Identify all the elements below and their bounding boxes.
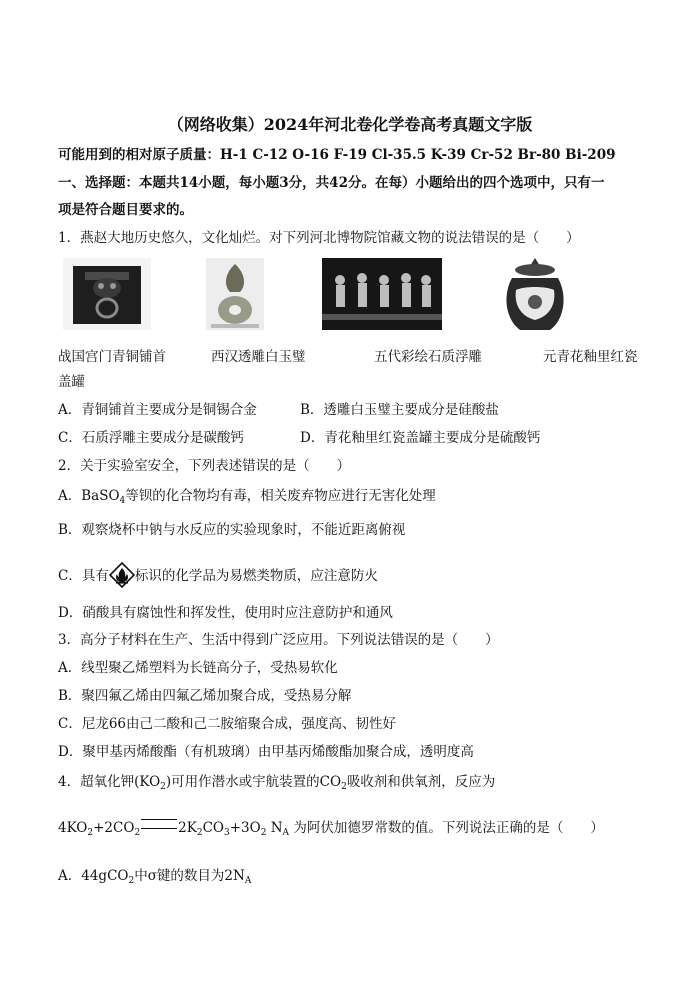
q3-stem: 3．高分子材料在生产、生活中得到广泛应用。下列说法错误的是（ ） [58,632,499,648]
q3-option-d: D．聚甲基丙烯酸酯（有机玻璃）由甲基丙烯酸酯加聚合成，透明度高 [58,744,474,760]
stone-relief-image [322,258,442,330]
co2-formula: $CO_2$ [319,774,347,792]
q4-stem: 4．超氧化钾$(KO_2)$可用作潜水或宇航装置的$CO_2$吸收剂和供氧剂，反应为 [58,774,496,792]
baso4-formula: BaSO [81,488,120,504]
caption-relief: 五代彩绘石质浮雕 [374,349,482,365]
page-title: （网络收集）2024年河北卷化学卷高考真题文字版 [167,115,533,134]
caption-bronze: 战国宫门青铜铺首 [58,349,166,365]
q1-option-b: B．透雕白玉璧主要成分是硅酸盐 [300,402,499,418]
section-heading-line1: 一、选择题：本题共14小题，每小题3分，共42分。在每）小题给出的四个选项中，只有一 [58,175,605,191]
flammable-hazard-icon [109,562,135,588]
q2-option-a: A．BaSO$_4$等钡的化合物均有毒，相关废弃物应进行无害化处理 [58,488,436,506]
caption-porcelain: 元青花釉里红瓷 [543,349,638,365]
porcelain-jar-image [500,256,570,334]
q1-stem: 1．燕赵大地历史悠久，文化灿烂。对下列河北博物院馆藏文物的说法错误的是（ ） [58,230,580,246]
q2-stem: 2．关于实验室安全，下列表述错误的是（ ） [58,458,351,474]
jade-bi-disc-image [206,258,264,330]
caption-jade: 西汉透雕白玉璧 [211,349,306,365]
q3-option-a: A．线型聚乙烯塑料为长链高分子，受热易软化 [58,660,338,676]
q1-option-a: A．青铜铺首主要成分是铜锡合金 [58,402,257,418]
equals-sign-icon [141,819,177,829]
q2-option-d: D．硝酸具有腐蚀性和挥发性，使用时应注意防护和通风 [58,605,393,621]
q1-option-c: C．石质浮雕主要成分是碳酸钙 [58,430,244,446]
section-heading-line2: 项是符合题目要求的。 [58,202,193,218]
q2-option-b: B．观察烧杯中钠与水反应的实验现象时，不能近距离俯视 [58,522,406,538]
bronze-door-knocker-image [63,258,151,330]
atomic-masses: 可能用到的相对原子质量：H-1 C-12 O-16 F-19 Cl-35.5 K-39 Cr-52 Br-80 Bi-209 [58,147,616,163]
q4-equation: $4KO_2+2CO_2$ $2K_2CO_3+3O_2$ $N_A$ 为阿伏加德罗常数的值。下列说法正确的是（ ） [58,820,604,838]
q4-option-a: A．44gCO$_2$中σ键的数目为$2N_A$ [58,868,252,886]
q3-option-c: C．尼龙66由己二酸和己二胺缩聚合成，强度高、韧性好 [58,716,397,732]
q3-option-b: B．聚四氟乙烯由四氟乙烯加聚合成，受热易分解 [58,688,352,704]
q2-option-c: C．具有 标识的化学品为易燃类物质，应注意防火 [58,562,378,588]
q1-option-d: D．青花釉里红瓷盖罐主要成分是硫酸钙 [300,430,541,446]
caption-porcelain-wrap: 盖罐 [58,374,85,390]
ko2-formula: $(KO_2)$ [134,774,172,792]
